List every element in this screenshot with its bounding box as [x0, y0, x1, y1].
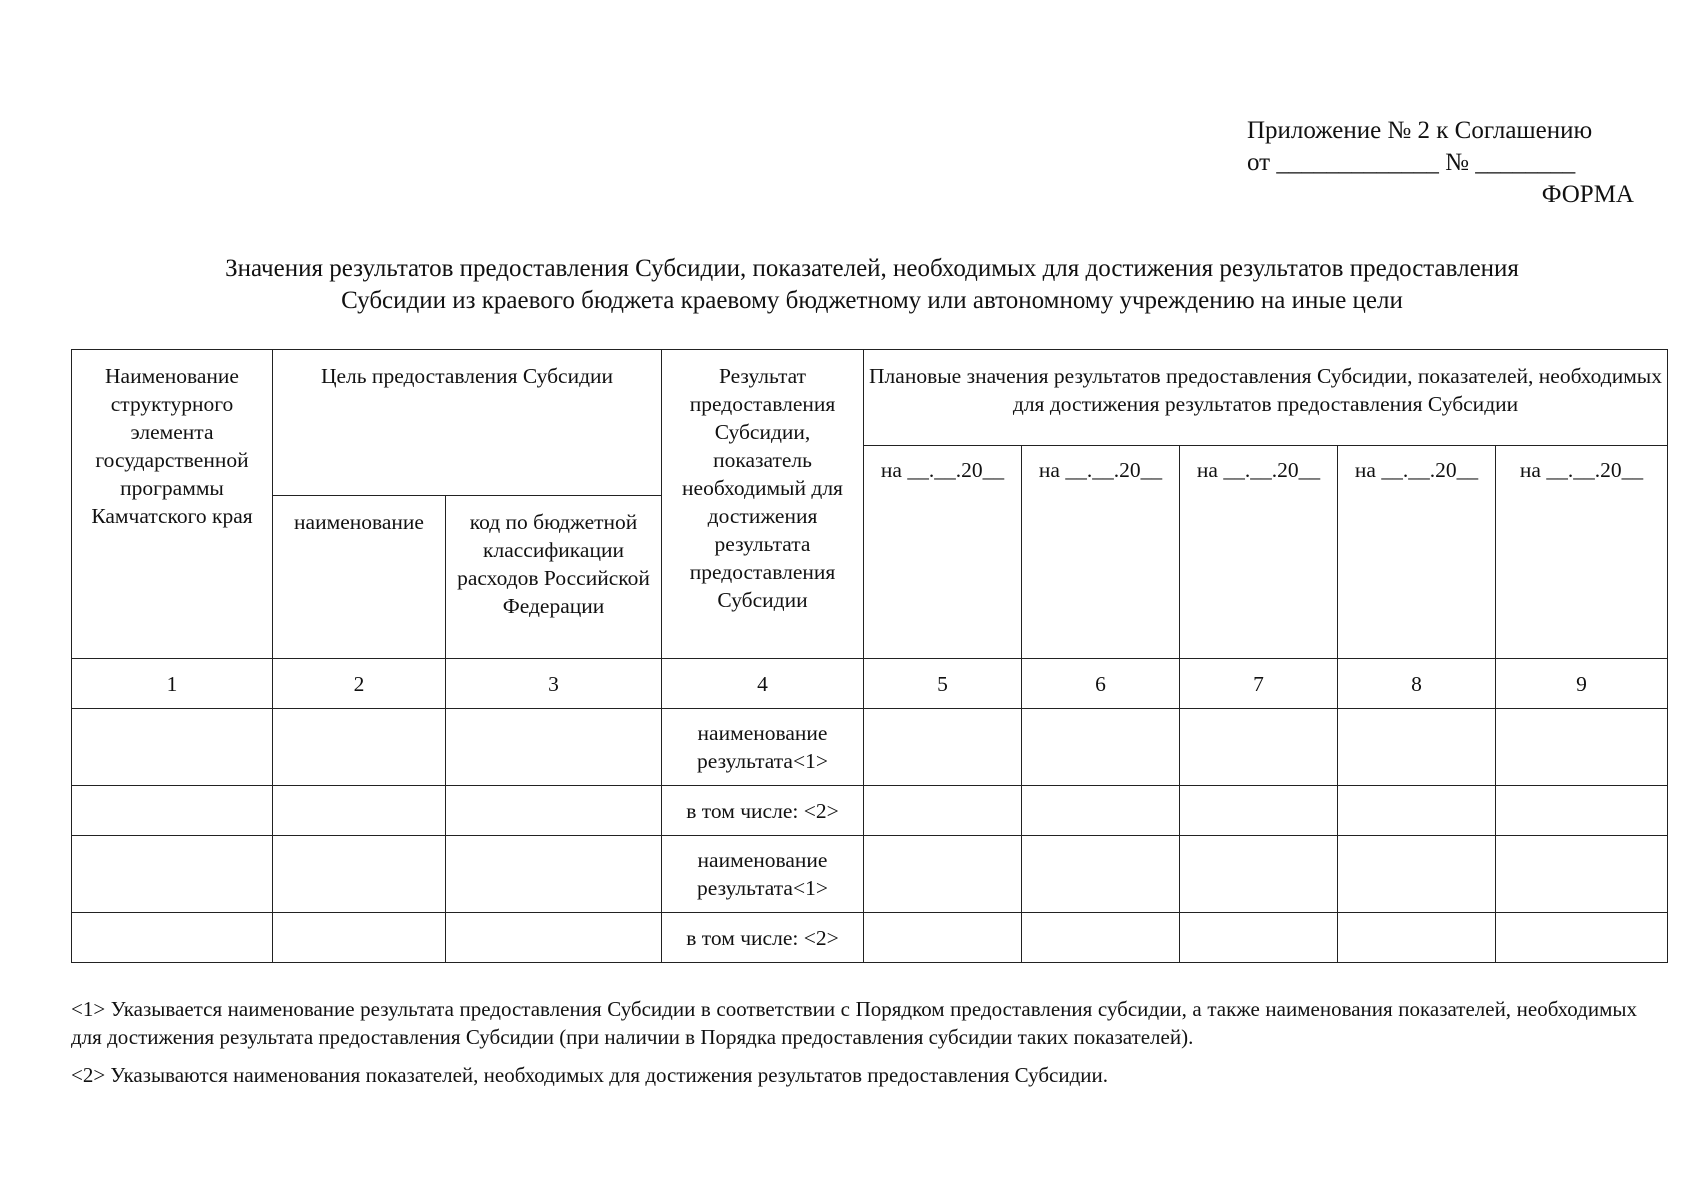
- table-cell: [273, 786, 446, 836]
- column-number: 2: [273, 659, 446, 709]
- title-line-2: Субсидии из краевого бюджета краевому бюджетному или автономному учреждению на иные цели: [341, 287, 1403, 314]
- result-name-cell: наименование результата<1>: [662, 709, 864, 786]
- table-cell: [446, 709, 662, 786]
- table-cell: [1022, 709, 1180, 786]
- header-date-5: на __.__.20__: [1496, 446, 1668, 659]
- title-line-1: Значения результатов предоставления Субсидии, показателей, необходимых для достижения результатов предоставления: [225, 255, 1519, 282]
- table-row: [72, 836, 1668, 913]
- including-cell: в том числе: <2>: [662, 786, 864, 836]
- results-table: [71, 349, 1668, 963]
- table-cell: [1338, 836, 1496, 913]
- table-cell: [72, 786, 273, 836]
- table-cell: [864, 836, 1022, 913]
- table-cell: [1338, 913, 1496, 963]
- column-number: 9: [1496, 659, 1668, 709]
- table-cell: [1180, 709, 1338, 786]
- table-cell: [72, 913, 273, 963]
- header-date-4: на __.__.20__: [1338, 446, 1496, 659]
- column-number: 4: [662, 659, 864, 709]
- table-row: [72, 913, 1668, 963]
- table-cell: [1338, 786, 1496, 836]
- header-subsidy-goal: Цель предоставления Субсидии: [273, 350, 662, 496]
- header-date-1: на __.__.20__: [864, 446, 1022, 659]
- table-cell: [1180, 913, 1338, 963]
- form-label: ФОРМА: [1541, 181, 1634, 208]
- column-number: 7: [1180, 659, 1338, 709]
- table-cell: [446, 836, 662, 913]
- header-structural-element: Наименование структурного элемента государственной программы Камчатского края: [72, 350, 273, 659]
- table-cell: [273, 836, 446, 913]
- header-planned-values: Плановые значения результатов предоставления Субсидии, показателей, необходимых для достижения результатов предоставления Субсидии: [864, 350, 1668, 446]
- table-cell: [1180, 836, 1338, 913]
- column-number-row: [72, 659, 1668, 709]
- table-cell: [273, 913, 446, 963]
- header-date-2: на __.__.20__: [1022, 446, 1180, 659]
- table-cell: [1022, 836, 1180, 913]
- table-cell: [864, 786, 1022, 836]
- table-cell: [1022, 913, 1180, 963]
- result-name-cell: наименование результата<1>: [662, 836, 864, 913]
- table-cell: [72, 709, 273, 786]
- document-title: [70, 253, 1674, 317]
- table-cell: [864, 709, 1022, 786]
- column-number: 5: [864, 659, 1022, 709]
- footnote-2: <2> Указываются наименования показателей, необходимых для достижения результатов предоставления Субсидии.: [71, 1063, 1109, 1087]
- table-cell: [1496, 709, 1668, 786]
- table-cell: [72, 836, 273, 913]
- appendix-header: [1247, 115, 1667, 211]
- header-goal-name: наименование: [273, 496, 446, 659]
- header-goal-code: код по бюджетной классификации расходов Российской Федерации: [446, 496, 662, 659]
- column-number: 8: [1338, 659, 1496, 709]
- footnote-1: <1> Указывается наименование результата предоставления Субсидии в соответствии с Порядком предоставления субсидии, а также наименования показателей, необходимых для достижения результата предоставления Субсидии (при наличии в Порядка предоставления субсидии таких показателей).: [71, 997, 1637, 1049]
- table-cell: [864, 913, 1022, 963]
- table-row: [72, 709, 1668, 786]
- table-cell: [1496, 786, 1668, 836]
- table-row: [72, 786, 1668, 836]
- column-number: 1: [72, 659, 273, 709]
- including-cell: в том числе: <2>: [662, 913, 864, 963]
- table-cell: [1496, 913, 1668, 963]
- footnotes: [71, 995, 1637, 1099]
- column-number: 3: [446, 659, 662, 709]
- agreement-date-number-line: от _____________ № ________: [1247, 149, 1576, 176]
- column-number: 6: [1022, 659, 1180, 709]
- table-cell: [1022, 786, 1180, 836]
- table-cell: [1496, 836, 1668, 913]
- table-cell: [446, 913, 662, 963]
- appendix-line: Приложение № 2 к Соглашению: [1247, 117, 1593, 144]
- header-result: Результат предоставления Субсидии, показатель необходимый для достижения результата предоставления Субсидии: [662, 350, 864, 659]
- table-cell: [1180, 786, 1338, 836]
- table-cell: [1338, 709, 1496, 786]
- header-date-3: на __.__.20__: [1180, 446, 1338, 659]
- table-cell: [273, 709, 446, 786]
- table-cell: [446, 786, 662, 836]
